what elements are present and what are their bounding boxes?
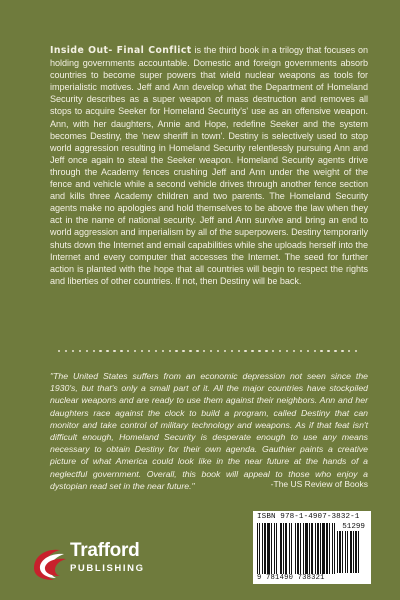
price-code: 51299	[342, 523, 365, 531]
publisher-name: Trafford	[70, 540, 140, 561]
divider-dot	[155, 350, 157, 352]
divider-dot	[320, 350, 322, 352]
barcode-bar	[271, 523, 272, 574]
divider-dot	[169, 350, 171, 352]
barcode-bar	[320, 523, 321, 574]
divider-dot	[182, 350, 184, 352]
barcode-bar	[276, 523, 277, 574]
divider-dot	[293, 350, 295, 352]
divider-dot	[244, 350, 246, 352]
divider-dot	[120, 350, 122, 352]
barcode-bar	[311, 523, 313, 574]
barcode-bar	[303, 523, 304, 574]
divider-dot	[72, 350, 74, 352]
divider-dot	[341, 350, 343, 352]
barcode-bar	[295, 523, 296, 574]
divider-dot	[162, 350, 164, 352]
barcode-bar	[353, 531, 354, 573]
barcode-bar	[315, 523, 316, 574]
barcode-bar	[300, 523, 301, 574]
barcode-bar	[274, 523, 275, 574]
barcode-bar	[326, 523, 328, 574]
divider-dot	[217, 350, 219, 352]
publisher-logo	[30, 538, 150, 582]
barcode-bar	[322, 523, 325, 574]
barcode-bar	[345, 531, 346, 573]
divider-dot	[79, 350, 81, 352]
divider-dot	[314, 350, 316, 352]
barcode-bar	[262, 523, 263, 574]
barcode-bar	[259, 523, 260, 574]
divider-dot	[86, 350, 88, 352]
barcode-bar	[267, 523, 270, 574]
barcode-bar	[317, 523, 319, 574]
divider-dot	[196, 350, 198, 352]
barcode-bar	[334, 523, 335, 574]
divider-dot	[327, 350, 329, 352]
divider-dot	[224, 350, 226, 352]
divider-dot	[93, 350, 95, 352]
barcode-bar	[309, 523, 310, 574]
barcode-bar	[264, 523, 266, 574]
divider-dot	[258, 350, 260, 352]
review-quote: "The United States suffers from an economic depression not seen since the 1930's, but that's only a small part of it. All the major countries have stockpiled nuclear weapons and are ready to use them against their neighbors. Ann and her daughters race against the clock to build a program, called Destiny that can monitor and take control of military technology and weapons. As if that feat isn't difficult enough, Homeland Security is desperate enough to use any means necessary to obtain Destiny for their own agenda. Gauthier paints a creative picture of what America could look like in the near future at the hands of a neglectful government. Overall, this book will appeal to those who enjoy a dystopian read set in the near future."	[50, 371, 368, 491]
divider-dot	[238, 350, 240, 352]
barcode-bar	[355, 531, 357, 573]
barcode-bar	[342, 531, 343, 573]
price-barcode-bars	[337, 531, 365, 573]
divider-dot	[231, 350, 233, 352]
divider-dot	[58, 350, 60, 352]
barcode-bar	[280, 523, 282, 574]
divider-dot	[334, 350, 336, 352]
barcode-bar	[283, 523, 284, 574]
divider-dot	[65, 350, 67, 352]
divider-dot	[279, 350, 281, 352]
barcode-bar	[285, 523, 287, 574]
book-title: Inside Out- Final Conflict	[50, 45, 192, 56]
divider-dot	[272, 350, 274, 352]
synopsis-text	[50, 44, 368, 287]
barcode-bar	[305, 523, 308, 574]
barcode-bar	[289, 523, 290, 574]
barcode-bar	[297, 523, 299, 574]
divider-dot	[113, 350, 115, 352]
isbn-digits: 9 781490 738321	[257, 574, 325, 582]
divider-dot	[175, 350, 177, 352]
divider-dot	[307, 350, 309, 352]
divider-dot	[286, 350, 288, 352]
divider-dot	[148, 350, 150, 352]
dotted-divider	[58, 348, 358, 354]
divider-dot	[355, 350, 357, 352]
review-source: -The US Review of Books	[270, 479, 368, 489]
barcode-bar	[347, 531, 348, 573]
barcode-bar	[257, 523, 258, 574]
ean-barcode-bars	[257, 523, 335, 574]
barcode-bar	[337, 531, 338, 573]
barcode-bar	[329, 523, 330, 574]
divider-dot	[210, 350, 212, 352]
divider-dot	[127, 350, 129, 352]
divider-dot	[203, 350, 205, 352]
divider-dot	[189, 350, 191, 352]
barcode-bar	[339, 531, 341, 573]
barcode-bar	[350, 531, 352, 573]
trafford-swoosh-icon	[30, 538, 70, 582]
barcode-bar	[332, 523, 333, 574]
divider-dot	[265, 350, 267, 352]
divider-dot	[300, 350, 302, 352]
barcode-bar	[358, 531, 359, 573]
divider-dot	[251, 350, 253, 352]
isbn-text: ISBN 978-1-4907-3832-1	[257, 513, 360, 521]
barcode-bar	[291, 523, 292, 574]
publisher-subtitle: PUBLISHING	[70, 563, 145, 574]
divider-dot	[348, 350, 350, 352]
divider-dot	[99, 350, 101, 352]
isbn-barcode	[253, 511, 371, 584]
divider-dot	[141, 350, 143, 352]
synopsis-body: is the third book in a trilogy that focuses on holding governments accountable. Domestic and foreign governments absorb countries to become super powers that wield nuclear weapons as tools for imperialistic motives. Jeff and Ann develop what the Department of Homeland Security describes as a super weapon of mass destruction and removes all stops to acquire Seeker for Homeland Security's' use as an offensive weapon. Ann, with her daughters, Annie and Hope, redefine Seeker and the system becomes Destiny, the 'new sheriff in town'. Destiny is selectively used to stop world aggression resulting in Homeland Security relentlessly pursuing Ann and Jeff once again to steal the Seeker weapon. Homeland Security agents drive through the Academy fences crushing Jeff and Ann under the weight of the fence and vehicle while a second vehicle drives through another fence section and kills three Academy children and two parents. The Homeland Security agents make no apologies and hold themselves to be above the law when they act in the name of national security. Jeff and Ann survive and bring an end to world aggression and imperialism by all of the superpowers. Destiny temporarily shuts down the Internet and email capabilities while she uploads herself into the Internet and every computer that accesses the Internet. The seed for further action is planted with the hope that all countries will begin to respect the rights and liberties of other countries. If not, then Destiny will be back.	[50, 45, 368, 286]
divider-dot	[106, 350, 108, 352]
divider-dot	[134, 350, 136, 352]
